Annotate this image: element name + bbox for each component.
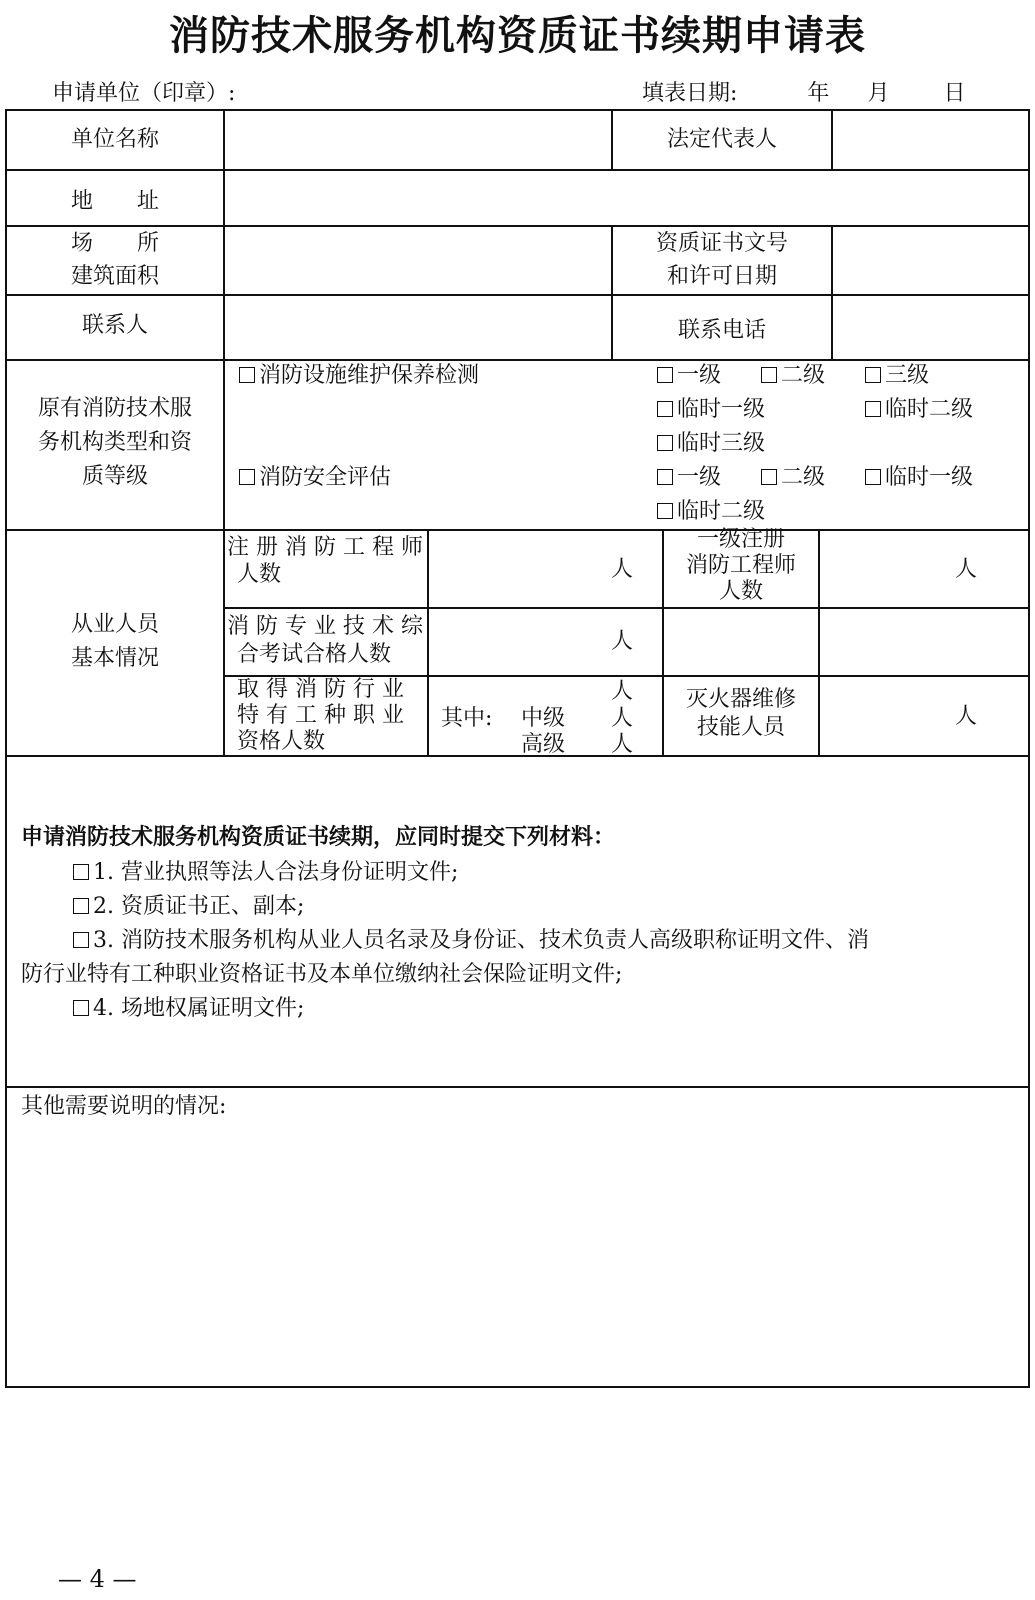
contact-label: 联系人 <box>81 313 148 338</box>
exam-pass-line1: 消 防 专 业 技 术 综 <box>227 614 423 639</box>
checkbox[interactable] <box>657 469 673 485</box>
assess-level-1[interactable]: 一级 <box>657 461 721 495</box>
other-notes-label: 其他需要说明的情况: <box>21 1094 227 1119</box>
person-unit: 人 <box>611 557 634 582</box>
cert-no-line2: 和许可日期 <box>666 264 777 289</box>
checkbox[interactable] <box>761 367 777 383</box>
maint-level-temp2[interactable]: 临时二级 <box>865 393 973 427</box>
qualification-line2: 特 有 工 种 职 业 <box>237 703 404 728</box>
month-label: 月 <box>867 81 890 106</box>
cert-no-label <box>613 227 831 293</box>
staff-label-line2: 基本情况 <box>70 646 159 671</box>
assess-level-2[interactable]: 二级 <box>761 461 825 495</box>
checkbox[interactable] <box>657 401 673 417</box>
mid-level-label: 中级 <box>521 706 566 731</box>
applicant-label: 申请单位（印章）: <box>52 81 236 106</box>
person-unit: 人 <box>611 629 634 654</box>
site-area-line2: 建筑面积 <box>70 264 159 289</box>
maint-level-2[interactable]: 二级 <box>761 359 825 393</box>
qualification-line1: 取 得 消 防 行 业 <box>237 677 404 702</box>
original-type-line2: 务机构类型和资 <box>37 430 192 455</box>
material-item-3-cont: 防行业特有工种职业资格证书及本单位缴纳社会保险证明文件; <box>21 962 623 987</box>
maint-option[interactable]: 消防设施维护保养检测 <box>239 359 479 393</box>
checkbox[interactable] <box>865 469 881 485</box>
reg-engineer-line1: 注 册 消 防 工 程 师 <box>227 535 423 560</box>
person-unit: 人 <box>955 704 978 729</box>
maint-level-3[interactable]: 三级 <box>865 359 929 393</box>
checkbox[interactable] <box>73 898 89 914</box>
extinguisher-line1: 灭火器维修 <box>685 687 796 712</box>
extinguisher-line2: 技能人员 <box>696 715 785 740</box>
day-label: 日 <box>943 81 966 106</box>
qualification-label <box>237 677 404 755</box>
checkbox[interactable] <box>657 503 673 519</box>
staff-label <box>7 608 223 676</box>
date-label: 填表日期: <box>642 81 738 106</box>
extinguisher-staff-label <box>664 686 818 742</box>
reg-engineer-label <box>227 534 423 588</box>
maint-level-1[interactable]: 一级 <box>657 359 721 393</box>
document-title: 消防技术服务机构资质证书续期申请表 <box>169 12 866 59</box>
material-item-3[interactable]: 3. 消防技术服务机构从业人员名录及身份证、技术负责人高级职称证明文件、消 <box>21 924 869 958</box>
phone-label: 联系电话 <box>677 318 766 343</box>
checkbox[interactable] <box>239 367 255 383</box>
site-area-line1: 场 所 <box>70 231 159 256</box>
checkbox[interactable] <box>657 367 673 383</box>
first-reg-engineer-label <box>664 527 818 605</box>
application-form <box>5 109 1030 1388</box>
assess-option[interactable]: 消防安全评估 <box>239 461 391 495</box>
year-label: 年 <box>807 81 830 106</box>
assess-level-temp1[interactable]: 临时一级 <box>865 461 973 495</box>
material-item-4[interactable]: 4. 场地权属证明文件; <box>21 992 304 1026</box>
material-item-2[interactable]: 2. 资质证书正、副本; <box>21 890 304 924</box>
assess-level-temp2[interactable]: 临时二级 <box>657 495 765 529</box>
maint-level-temp3[interactable]: 临时三级 <box>657 427 765 461</box>
first-reg-line1: 一级注册 <box>696 527 785 552</box>
site-area-label <box>7 227 223 293</box>
checkbox[interactable] <box>865 401 881 417</box>
material-item-1[interactable]: 1. 营业执照等法人合法身份证明文件; <box>21 856 458 890</box>
cert-no-line1: 资质证书文号 <box>655 231 788 256</box>
exam-pass-line2: 合考试合格人数 <box>237 642 392 667</box>
materials-heading: 申请消防技术服务机构资质证书续期，应同时提交下列材料： <box>21 825 616 850</box>
staff-label-line1: 从业人员 <box>70 612 159 637</box>
address-label: 地 址 <box>70 189 159 214</box>
first-reg-line3: 人数 <box>718 579 763 604</box>
person-unit: 人 <box>611 679 634 704</box>
checkbox[interactable] <box>73 1000 89 1016</box>
checkbox[interactable] <box>761 469 777 485</box>
original-type-line3: 质等级 <box>81 464 148 489</box>
checkbox[interactable] <box>657 435 673 451</box>
checkbox[interactable] <box>73 932 89 948</box>
person-unit: 人 <box>611 706 634 731</box>
maint-level-temp1[interactable]: 临时一级 <box>657 393 765 427</box>
person-unit: 人 <box>611 732 634 757</box>
reg-engineer-line2: 人数 <box>237 562 282 587</box>
person-unit: 人 <box>955 557 978 582</box>
checkbox[interactable] <box>73 864 89 880</box>
unit-name-label: 单位名称 <box>70 127 159 152</box>
qualification-line3: 资格人数 <box>237 729 326 754</box>
checkbox[interactable] <box>239 469 255 485</box>
legal-rep-label: 法定代表人 <box>666 127 777 152</box>
original-type-label <box>7 392 223 494</box>
fill-date <box>642 76 965 107</box>
high-level-label: 高级 <box>521 732 566 757</box>
among-label: 其中: <box>441 706 493 731</box>
checkbox[interactable] <box>865 367 881 383</box>
original-type-line1: 原有消防技术服 <box>37 396 192 421</box>
exam-pass-label <box>227 613 423 669</box>
first-reg-line2: 消防工程师 <box>685 553 796 578</box>
page-number: — 4 — <box>58 1565 137 1593</box>
